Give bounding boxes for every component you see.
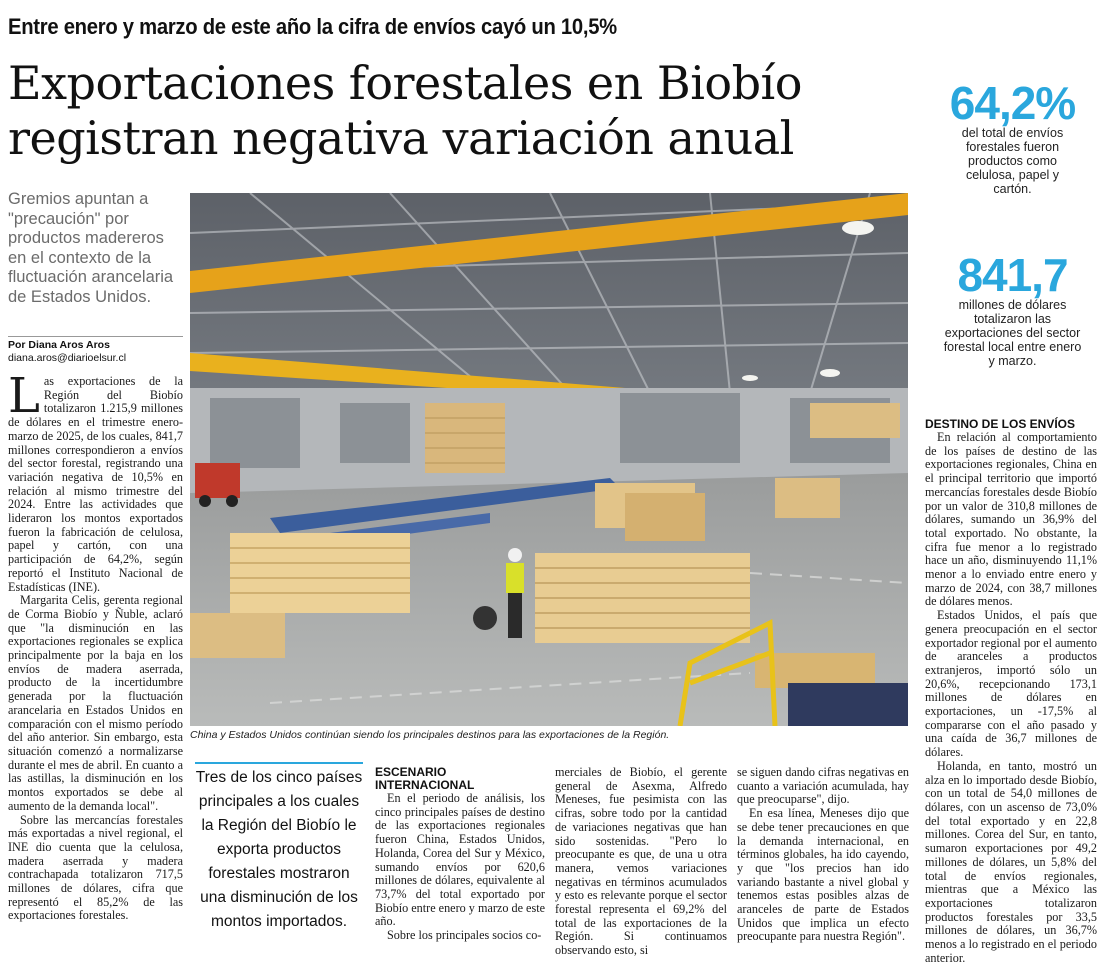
col1-paragraph-3: Sobre las mercancías forestales más exportadas a nivel regional, el INE dio cuenta que la celulosa, madera aserrada y madera contrachapada totalizaron 717,5 millones de dólares, cifra que representó el 85,2% de las exportaciones forestales. bbox=[8, 812, 183, 923]
col2-paragraph-1: En el periodo de análisis, los cinco principales países de destino de las exportaciones regionales fueron China, Estados Unidos, Holanda, Corea del Sur y México, sumando envíos por 620,6 millones de dólares, equivalente al 73,7% del total exportado por Biobío entre enero y marzo de este año. bbox=[375, 791, 545, 929]
byline-author: Por Diana Aros Aros bbox=[8, 339, 110, 351]
byline bbox=[8, 336, 183, 365]
col5-paragraph-1: En relación al comportamiento de los países de destino de las exportaciones regionales, China en el principal territorio que importó mercancías forestales desde Biobío por un valor de 310,8 millones de dólares, sumando un 36,9% del total exportado. No obstante, la cifra fue menor a lo registrado hace un año, disminuyendo 11,1% menor a lo enviado entre enero y marzo de 2024, con 38,7 millones de dólares menos. bbox=[925, 430, 1097, 609]
stat-1-text: del total de envíos forestales fueron productos como celulosa, papel y cartón. bbox=[961, 126, 1064, 196]
col3-paragraph-1: merciales de Biobío, el gerente general de Asexma, Alfredo Meneses, fue pesimista con las cifras, sobre todo por la cantidad de variaciones negativas que han sido sostenidas. "Pero lo preocupante es que, de una u otra manera, vemos variaciones negativas en términos acumulados y esto es relevante porque el sector forestal representa el 69,2% del total de las exportaciones de la Región. Si continuamos observando esto, si bbox=[555, 765, 727, 958]
col4-paragraph-1: se siguen dando cifras negativas en cuanto a variación acumulada, hay que preocuparse", dijo. bbox=[737, 765, 909, 807]
stat-2-text: millones de dólares totalizaron las exportaciones del sector forestal local entre enero y marzo. bbox=[943, 298, 1082, 368]
kicker: Entre enero y marzo de este año la cifra de envíos cayó un 10,5% bbox=[8, 14, 617, 39]
col1-paragraph-2: Margarita Celis, gerenta regional de Corma Biobío y Ñuble, aclaró que "la disminución en las exportaciones regionales se explica principalmente por la baja en los envíos de madera aserrada, producto de la incertidumbre generada por la fluctuación arancelaria en Estados Unidos en comparación con el mismo período del año anterior. Sin embargo, esta situación comenzó a normalizarse durante el mes de abril. En cuanto a las astillas, la disminución en los montos exportados se debe al aumento de la demanda local". bbox=[8, 593, 183, 813]
subhead-escenario: ESCENARIO INTERNACIONAL bbox=[375, 765, 475, 792]
column-4 bbox=[737, 766, 909, 944]
headline bbox=[8, 56, 908, 166]
dropcap: L bbox=[8, 368, 40, 424]
col5-paragraph-3: Holanda, en tanto, mostró un alza en lo importado desde Biobío, con un total de 54,0 millones de dólares, con un ascenso de 73,0% del total exportado y en 22,8 millones. Corea del Sur, en tanto, sumaron exportaciones por 49,2 millones de dólares, un 5,8% del total de envíos regionales, mientras que a México las exportaciones totalizaron productos forestales por 33,5 millones de dólares, un 36,7% menos a lo registrado en el periodo anterior. bbox=[925, 758, 1097, 965]
warehouse-illustration bbox=[190, 193, 908, 726]
column-1 bbox=[8, 368, 183, 923]
stat-2 bbox=[925, 249, 1100, 368]
column-5 bbox=[925, 418, 1097, 965]
warehouse-photo bbox=[190, 193, 908, 726]
deck: Gremios apuntan a "precaución" por productos madereros en el contexto de la fluctuación arancelaria de Estados Unidos. bbox=[8, 190, 174, 306]
headline-line-2: registran negativa variación anual bbox=[8, 111, 794, 165]
pull-quote: Tres de los cinco países principales a los cuales la Región del Biobío le exporta productos forestales mostraron una disminución de los montos importados. bbox=[195, 762, 363, 934]
byline-email: diana.aros@diarioelsur.cl bbox=[8, 352, 127, 364]
subhead-destino: DESTINO DE LOS ENVÍOS bbox=[925, 417, 1076, 431]
headline-line-1: Exportaciones forestales en Biobío bbox=[8, 56, 802, 110]
col1-paragraph-1 bbox=[8, 368, 183, 594]
stat-2-number: 841,7 bbox=[957, 249, 1068, 301]
col1-p1-text: as exportaciones de la Región del Biobío totalizaron 1.215,9 millones de dólares en el trimestre enero-marzo de 2025, de los cuales, 841,7 millones correspondieron a envíos del sector forestal, registrando una variación negativa de 10,5% en relación al mismo trimestre del 2024. Entre las actividades que lideraron los montos exportados fueron la fabricación de celulosa, papel y cartón, con una participación de 64,2%, según reportó el Instituto Nacional de Estadísticas (INE). bbox=[8, 374, 183, 594]
stat-1 bbox=[925, 77, 1100, 196]
col4-paragraph-2: En esa línea, Meneses dijo que se debe tener precauciones en que la demanda internacional, en términos globales, ha ido cayendo, y que "los precios han ido variando bastante a nivel global y tenemos estas posibles alzas de aranceles de parte de Estados Unidos que implica un efecto preocupante para nuestra Región". bbox=[737, 806, 909, 944]
column-2 bbox=[375, 766, 545, 943]
col2-paragraph-2: Sobre los principales socios co- bbox=[387, 928, 542, 943]
column-3 bbox=[555, 766, 727, 958]
stat-1-number: 64,2% bbox=[949, 77, 1076, 129]
col5-paragraph-2: Estados Unidos, el país que genera preocupación en el sector exportador regional por el aumento de aranceles a productos extranjeros, importó sólo un 20,6%, recepcionando 173,1 millones de dólares en exportaciones, un -17,5% al compararse con el año pasado y una caída de 36,7 millones de dólares. bbox=[925, 608, 1097, 760]
photo-caption: China y Estados Unidos continúan siendo los principales destinos para las exportaciones de la Región. bbox=[190, 729, 670, 741]
